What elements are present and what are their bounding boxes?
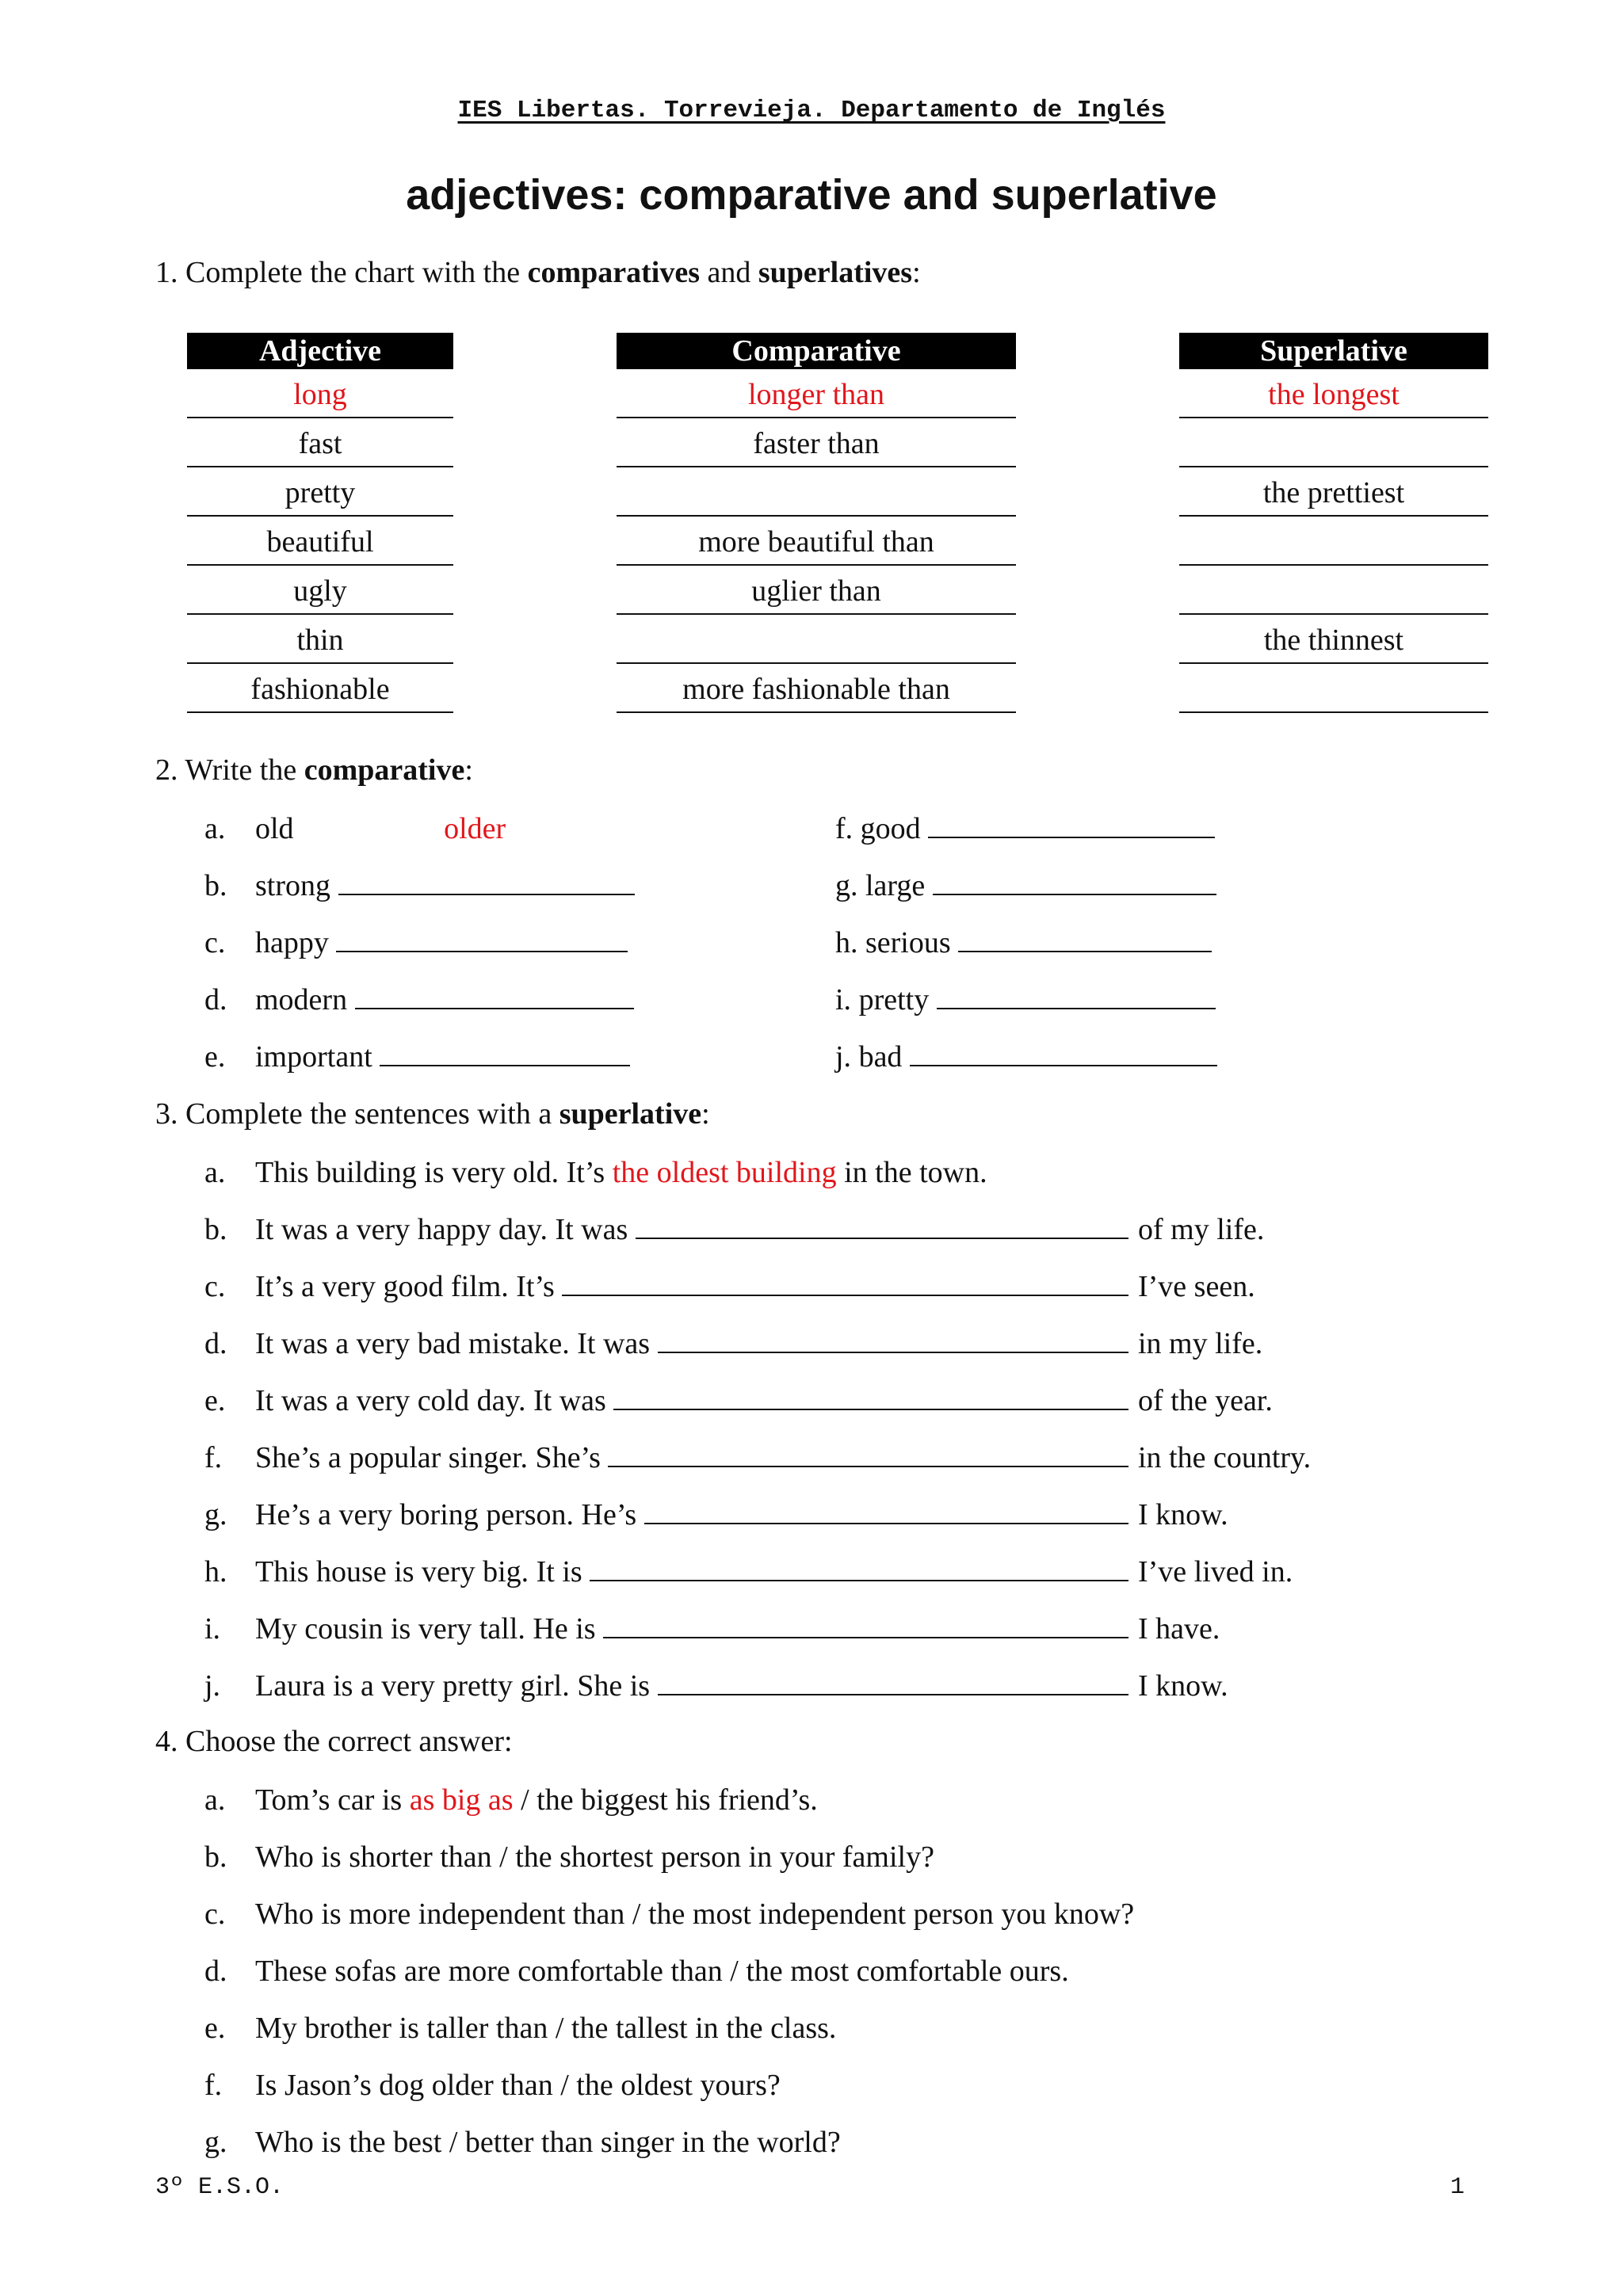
answer-blank[interactable] bbox=[338, 867, 635, 895]
section-2-heading: 2. Write the comparative: bbox=[155, 753, 473, 787]
item-word: important bbox=[255, 1040, 372, 1074]
item-letter: b. bbox=[204, 869, 227, 902]
item-word: old bbox=[255, 812, 294, 845]
answer-blank[interactable] bbox=[608, 1439, 1128, 1467]
answer-blank[interactable] bbox=[355, 981, 634, 1009]
sentence-ending: in the country. bbox=[1138, 1441, 1312, 1474]
item-sentence: She’s a popular singer. She’s bbox=[255, 1441, 601, 1474]
answer-blank[interactable] bbox=[658, 1325, 1128, 1353]
item-letter: e. bbox=[204, 1040, 226, 1074]
item-sentence: My cousin is very tall. He is bbox=[255, 1612, 596, 1646]
answer-blank[interactable] bbox=[336, 924, 628, 952]
item-letter: i. bbox=[835, 983, 852, 1016]
school-header: IES Libertas. Torrevieja. Departamento de Inglés bbox=[457, 97, 1166, 124]
item-word: pretty bbox=[858, 983, 930, 1016]
adjective-cell: fast bbox=[187, 421, 453, 467]
superlative-item bbox=[204, 1553, 1128, 1591]
item-sentence: It was a very bad mistake. It was bbox=[255, 1327, 651, 1360]
choice-options[interactable]: My brother is taller than / the tallest in the class. bbox=[255, 2012, 837, 2045]
superlative-item bbox=[204, 1382, 1128, 1420]
item-letter: h. bbox=[204, 1555, 227, 1589]
comparative-item bbox=[835, 810, 1215, 848]
comparative-item bbox=[835, 867, 1216, 905]
superlative-item bbox=[204, 1211, 1128, 1249]
comparative-item bbox=[835, 981, 1216, 1019]
superlative-answer-blank[interactable] bbox=[1179, 569, 1488, 615]
answer-blank[interactable] bbox=[958, 924, 1212, 952]
item-word: bad bbox=[858, 1040, 903, 1074]
answer-blank-holder bbox=[555, 1270, 563, 1303]
answer-blank[interactable] bbox=[603, 1610, 1128, 1638]
choice-item bbox=[204, 2123, 841, 2161]
comparative-item bbox=[204, 867, 635, 905]
comparative-cell: more beautiful than bbox=[617, 520, 1016, 566]
choice-item bbox=[204, 1895, 1134, 1933]
superlative-item bbox=[204, 1268, 1128, 1306]
item-letter: f. bbox=[835, 812, 854, 845]
answer-blank-holder bbox=[606, 1384, 614, 1417]
item-sentence: He’s a very boring person. He’s bbox=[255, 1498, 637, 1531]
column-header-superlative: Superlative bbox=[1179, 333, 1488, 369]
item-letter: c. bbox=[204, 926, 226, 959]
comparative-answer-blank[interactable] bbox=[617, 471, 1016, 517]
choice-options[interactable]: Who is the best / better than singer in the world? bbox=[255, 2126, 841, 2159]
answer-blank[interactable] bbox=[910, 1038, 1217, 1066]
item-letter: i. bbox=[204, 1612, 221, 1646]
section-4-heading: 4. Choose the correct answer: bbox=[155, 1725, 513, 1758]
item-word: modern bbox=[255, 983, 348, 1016]
item-word: strong bbox=[255, 869, 330, 902]
choice-options[interactable]: Who is more independent than / the most independent person you know? bbox=[255, 1897, 1135, 1931]
sentence-ending: I know. bbox=[1138, 1498, 1228, 1531]
answer-blank[interactable] bbox=[590, 1553, 1128, 1581]
item-sentence: It was a very happy day. It was bbox=[255, 1213, 628, 1246]
item-letter: c. bbox=[204, 1270, 226, 1303]
answer-blank[interactable] bbox=[636, 1211, 1128, 1239]
item-letter: f. bbox=[204, 1441, 223, 1474]
choice-item bbox=[204, 1952, 1069, 1990]
superlative-item bbox=[204, 1325, 1128, 1363]
superlative-item bbox=[204, 1667, 1128, 1705]
choice-options[interactable]: These sofas are more comfortable than / the most comfortable ours. bbox=[255, 1955, 1069, 1988]
choice-item bbox=[204, 2009, 836, 2047]
adjective-cell: fashionable bbox=[187, 667, 453, 713]
adjective-cell: beautiful bbox=[187, 520, 453, 566]
superlative-answer-blank[interactable] bbox=[1179, 421, 1488, 467]
item-letter: j. bbox=[204, 1669, 221, 1703]
column-header-comparative: Comparative bbox=[617, 333, 1016, 369]
item-letter: b. bbox=[204, 1213, 227, 1246]
superlative-item bbox=[204, 1439, 1128, 1477]
adjective-cell: pretty bbox=[187, 471, 453, 517]
item-letter: d. bbox=[204, 1327, 227, 1360]
item-letter: c. bbox=[204, 1897, 226, 1931]
superlative-cell: the longest bbox=[1179, 372, 1488, 418]
item-letter: j. bbox=[835, 1040, 852, 1074]
choice-example: a. Tom’s car is as big as / the biggest his friend’s. bbox=[204, 1783, 818, 1817]
page-number: 1 bbox=[1450, 2174, 1465, 2201]
sentence-ending: in my life. bbox=[1138, 1327, 1263, 1360]
superlative-example: a. This building is very old. It’s the oldest building in the town. bbox=[204, 1156, 987, 1189]
item-letter: g. bbox=[204, 2126, 227, 2159]
item-letter: g. bbox=[204, 1498, 227, 1531]
item-word: happy bbox=[255, 926, 329, 959]
item-letter: a. bbox=[204, 812, 226, 845]
answer-blank-holder bbox=[596, 1612, 604, 1646]
item-word: serious bbox=[865, 926, 951, 959]
superlative-cell: the thinnest bbox=[1179, 618, 1488, 664]
item-letter: f. bbox=[204, 2069, 223, 2102]
sentence-ending: I have. bbox=[1138, 1612, 1220, 1646]
answer-blank-holder bbox=[650, 1669, 658, 1703]
superlative-answer-blank[interactable] bbox=[1179, 520, 1488, 566]
item-letter: h. bbox=[835, 926, 858, 959]
sentence-ending: I’ve seen. bbox=[1138, 1270, 1255, 1303]
superlative-item bbox=[204, 1496, 1128, 1534]
comparative-cell: faster than bbox=[617, 421, 1016, 467]
comparative-item bbox=[835, 924, 1212, 962]
choice-item bbox=[204, 2066, 781, 2104]
comparative-item bbox=[835, 1038, 1217, 1076]
superlative-cell: the prettiest bbox=[1179, 471, 1488, 517]
comparative-item bbox=[204, 981, 634, 1019]
choice-item bbox=[204, 1838, 934, 1876]
superlative-answer-blank[interactable] bbox=[1179, 667, 1488, 713]
answer-blank[interactable] bbox=[933, 867, 1216, 895]
section-1-heading: 1. Complete the chart with the comparatives and superlatives: bbox=[155, 256, 921, 289]
item-sentence: It’s a very good film. It’s bbox=[255, 1270, 555, 1303]
sentence-ending: of the year. bbox=[1138, 1384, 1273, 1417]
example-answer: older bbox=[444, 812, 506, 845]
answer-blank-holder bbox=[636, 1498, 644, 1531]
answer-blank-holder bbox=[582, 1555, 590, 1589]
answer-blank-holder bbox=[628, 1213, 636, 1246]
page-title: adjectives: comparative and superlative bbox=[406, 171, 1217, 219]
sentence-ending: of my life. bbox=[1138, 1213, 1265, 1246]
adjective-cell: ugly bbox=[187, 569, 453, 615]
choice-options[interactable]: Who is shorter than / the shortest person in your family? bbox=[255, 1840, 934, 1874]
superlative-item bbox=[204, 1610, 1128, 1648]
item-letter: e. bbox=[204, 1384, 226, 1417]
answer-blank[interactable] bbox=[562, 1268, 1128, 1296]
item-letter: d. bbox=[204, 983, 227, 1016]
footer-grade: 3º E.S.O. bbox=[155, 2174, 285, 2201]
sentence-ending: I know. bbox=[1138, 1669, 1228, 1703]
comparative-item bbox=[204, 810, 506, 848]
answer-blank[interactable] bbox=[644, 1496, 1128, 1524]
item-word: good bbox=[860, 812, 921, 845]
comparative-cell: longer than bbox=[617, 372, 1016, 418]
adjective-cell: long bbox=[187, 372, 453, 418]
sentence-ending: I’ve lived in. bbox=[1138, 1555, 1293, 1589]
comparative-item bbox=[204, 1038, 630, 1076]
item-sentence: This house is very big. It is bbox=[255, 1555, 582, 1589]
item-word: large bbox=[865, 869, 926, 902]
item-letter: b. bbox=[204, 1840, 227, 1874]
item-letter: g. bbox=[835, 869, 858, 902]
answer-blank-holder bbox=[601, 1441, 609, 1474]
answer-blank[interactable] bbox=[928, 810, 1215, 838]
item-sentence: Laura is a very pretty girl. She is bbox=[255, 1669, 651, 1703]
example-answer: as big as bbox=[409, 1783, 514, 1817]
comparative-cell: uglier than bbox=[617, 569, 1016, 615]
choice-options[interactable]: Is Jason’s dog older than / the oldest yours? bbox=[255, 2069, 781, 2102]
comparative-cell: more fashionable than bbox=[617, 667, 1016, 713]
answer-blank[interactable] bbox=[380, 1038, 630, 1066]
comparative-item bbox=[204, 924, 628, 962]
answer-blank[interactable] bbox=[658, 1667, 1128, 1695]
section-3-heading: 3. Complete the sentences with a superlative: bbox=[155, 1097, 710, 1131]
adjective-cell: thin bbox=[187, 618, 453, 664]
answer-blank[interactable] bbox=[613, 1382, 1128, 1410]
comparative-answer-blank[interactable] bbox=[617, 618, 1016, 664]
column-header-adjective: Adjective bbox=[187, 333, 453, 369]
item-letter: e. bbox=[204, 2012, 226, 2045]
answer-blank-holder bbox=[650, 1327, 658, 1360]
answer-blank[interactable] bbox=[937, 981, 1216, 1009]
item-letter: d. bbox=[204, 1955, 227, 1988]
example-answer: the oldest building bbox=[612, 1156, 837, 1189]
item-sentence: It was a very cold day. It was bbox=[255, 1384, 606, 1417]
